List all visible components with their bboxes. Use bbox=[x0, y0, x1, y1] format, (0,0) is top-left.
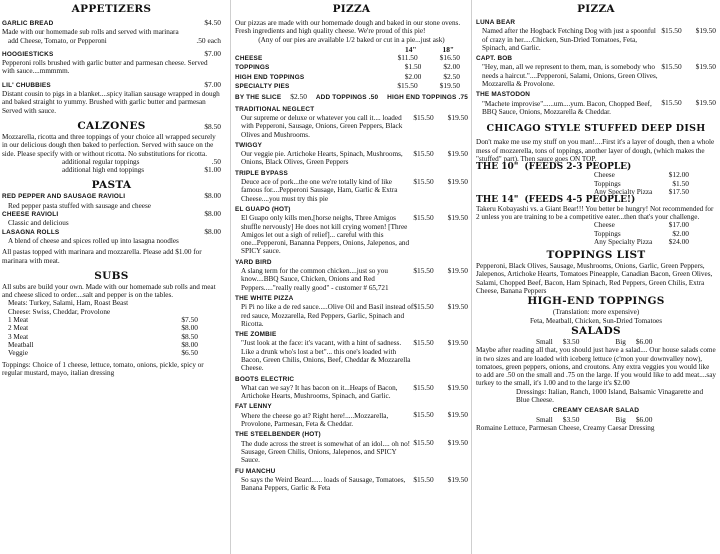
pizza-desc: "Just look at the face: it's vacant, with a hint of sadness. Like a drunk who's lost a bet"... this one's loaded with Bacon, Green Chilis, Onions, Beef, Cheddar & Mozzarella Cheese. bbox=[241, 339, 411, 373]
sub-row-price: $7.50 bbox=[181, 315, 198, 325]
deep-dish-label: Cheese bbox=[594, 171, 615, 180]
garlic-bread-addon-price: .50 each bbox=[196, 35, 221, 45]
sub-row-price: $8.50 bbox=[181, 331, 198, 341]
deep-dish-heading: CHICAGO STYLE STUFFED DEEP DISH bbox=[486, 123, 706, 135]
caesar-sizes: Small $3.50 Big $6.00 bbox=[536, 414, 653, 424]
base-price-name: HIGH END TOPPINGS bbox=[235, 73, 305, 81]
pizza-price-18: $19.50 bbox=[447, 410, 468, 420]
column-right bbox=[472, 0, 720, 554]
sub-row-price: $8.00 bbox=[181, 339, 198, 349]
base-price-name: SPECIALTY PIES bbox=[235, 83, 290, 91]
deep-dish-label: Cheese bbox=[594, 221, 615, 230]
lasagna-item: LASAGNA ROLLS $8.00 bbox=[2, 226, 221, 236]
deep-10-title: THE 10" bbox=[476, 162, 519, 173]
salad-desc: Maybe after reading all that, you should just have a salad.... Our house salads come in two sizes and are loaded with iceberg lettuce (c'mon your downvalley now), tomatoes, green peppers, onions, and croutons. Any extra veggies you would like to add are .50 on the small and .75 on the large. If you would like to add meat....say turkey to the small, it's 1.00 and to the large it's $2.00 bbox=[476, 346, 716, 388]
pizza-price-18: $19.50 bbox=[695, 98, 716, 108]
highend-heading: HIGH-END TOPPINGS bbox=[527, 295, 665, 308]
salad-sizes: Small $3.50 Big $6.00 bbox=[536, 336, 653, 346]
pizza-name: TRIPLE BYPASS bbox=[235, 169, 288, 177]
price-18: $16.50 bbox=[439, 53, 460, 63]
pizza-desc: "Machete improvise"......um....yum. Bacon, Chopped Beef, BBQ Sauce, Onions, Mozzarella & Cheddar. bbox=[482, 99, 652, 116]
pizza-price-14: $15.50 bbox=[661, 98, 682, 108]
pizza-price-18: $19.50 bbox=[447, 212, 468, 222]
sub-row-label: 3 Meat bbox=[8, 332, 29, 341]
sub-row-label: 1 Meat bbox=[8, 316, 29, 325]
pizza-item bbox=[235, 106, 468, 139]
hoagie-desc: Pepperoni rolls brushed with garlic butter and parmesan cheese. Served with sauce....mmmmm. bbox=[2, 59, 208, 76]
column-left: APPETIZERS GARLIC BREAD $4.50 Made with our homemade sub rolls and served with marinara add Cheese, Tomato, or Pepperoni .50 each HOOGIESTICKS $7.00 Pepperoni rolls brushed with garlic butter and parmesan cheese. Served with sauce....mmmmm. LIL' CHUBBIES $7.00 Distant cousin to pigs in a blanket....spicy italian sausage wrapped in dough and baked straight to yummy. Brushed with garlic butter and parmesan Served with sauce. CALZONES $8.50 Mozzarella, ricotta and three toppings of your choice all wrapped securely in our delicious dough then baked to perfection. Served with sauce on the side. Please specify with or without ricotta. No substitutions for ricotta. additional regular toppings .50 additional high end toppings $1.00 PASTA RED PEPPER AND SAUSAGE RAVIOLI $8.00 Red pepper pasta stuffed with sausage and cheese CHEESE RAVIOLI $8.00 Classic and delicious LASAGNA ROLLS $8.00 A blend of cheese and spices rolled up into lasagna noodles All pastas topped with marinara and mozzarella. Please add $1.00 for marinara with meat. SUBS All subs are build your own. Made with our homemade sub rolls and meat and cheese sliced to order....salt and pepper is on the tables. Meats: Turkey, Salami, Ham, Roast Beast Cheese: Swiss, Cheddar, Provolone 1 Meat $7.50 2 Meat $8.00 3 Meat $8.50 Meatball $8.00 Veggie $6.50 Toppings: Choice of 1 cheese, lettuce, tomato, onions, pickle, spicy or regular mustard, mayo, italian dressing bbox=[2, 3, 221, 377]
highend-sub: (Translation: more expensive) bbox=[552, 308, 640, 317]
pasta-heading: PASTA bbox=[91, 179, 132, 192]
calzones-heading: CALZONES bbox=[77, 119, 146, 132]
base-price-table bbox=[235, 54, 468, 91]
pizza-heading-2: PIZZA bbox=[577, 3, 615, 15]
sub-row-label: Veggie bbox=[8, 349, 28, 358]
pizza-price-18: $19.50 bbox=[447, 148, 468, 158]
pizza-price-14: $15.50 bbox=[413, 265, 434, 275]
base-price-row bbox=[235, 73, 468, 82]
price-14: $15.50 bbox=[397, 81, 418, 91]
price-14: $1.50 bbox=[404, 62, 422, 72]
deep-dish-label: Any Specialty Pizza bbox=[594, 188, 653, 197]
pizza-desc: "Hey, man, all we represent to them, man, is somebody who needs a haircut."....Pepperoni, Salami, Onions, Green Olives, Mozzarella & Provolone. bbox=[482, 63, 658, 89]
pizza-desc: So says the Weird Beard...... loads of Sausage, Tomatoes, Banana Peppers, Garlic & Feta bbox=[241, 475, 406, 493]
pizza-name: CAPT. BOB bbox=[476, 55, 513, 63]
pizza-item bbox=[476, 55, 716, 88]
deep-dish-price: $17.00 bbox=[668, 220, 689, 230]
pizza-desc: The dude across the street is somewhat of an idol.... oh no! Sausage, Green Chilis, Onions, Jalepenos, and SPICY Sauce. bbox=[241, 439, 411, 465]
pizza-name: LUNA BEAR bbox=[476, 19, 516, 26]
pizza-price-18: $19.50 bbox=[695, 62, 716, 72]
slice-line: BY THE SLICE $2.50 ADD TOPPINGS .50 HIGH END TOPPINGS .75 bbox=[235, 92, 468, 102]
cheese-ravioli-item: CHEESE RAVIOLI $8.00 bbox=[2, 209, 221, 219]
size-18-label: 18" bbox=[442, 44, 454, 54]
pizza-item bbox=[235, 142, 468, 167]
pizza-name: THE MASTODON bbox=[476, 91, 531, 99]
ravioli-desc: Red pepper pasta stuffed with sausage and cheese bbox=[8, 201, 151, 210]
pizza-item bbox=[235, 468, 468, 493]
price-18: $2.00 bbox=[443, 62, 460, 72]
sub-row bbox=[8, 341, 198, 349]
pizza-desc: Named after the Hogback Fetching Dog with just a spoonful of crazy in her.....Chicken, Sun-Dried Tomatoes, Feta, Spinach, and Garlic. bbox=[482, 27, 656, 52]
pizza-name: THE WHITE PIZZA bbox=[235, 294, 294, 302]
pizza-price-18: $19.50 bbox=[447, 176, 468, 186]
pizza-item bbox=[235, 431, 468, 464]
column-middle bbox=[233, 0, 470, 554]
garlic-bread-addon: add Cheese, Tomato, or Pepperoni bbox=[8, 36, 107, 45]
deep-dish-label: Toppings bbox=[594, 179, 621, 188]
deep-dish-desc: Don't make me use my stuff on you man!....First it's a layer of dough, then a whole mess of mozzerella, tons of toppings, another layer of dough, (which makes the "stuffed" part). Then sauce goes ON TOP. bbox=[476, 138, 715, 163]
base-price-row bbox=[235, 54, 468, 63]
appetizers-heading: APPETIZERS bbox=[71, 3, 152, 15]
calzones-heading-row bbox=[2, 120, 221, 133]
subs-heading: SUBS bbox=[94, 269, 129, 282]
deep-dish-price: $2.00 bbox=[672, 228, 689, 238]
subs-meats: Meats: Turkey, Salami, Ham, Roast Beast bbox=[8, 299, 129, 308]
pizza-desc: El Guapo only kills men,[horse neighs, Three Amigos shuffle nervously] He does not kill crying women! [Three Amigos let out a sigh of relief]... careful with this one...Pepperoni, Bananna Peppers, Onions, Jalepenos, and SPICY sauce. bbox=[241, 214, 410, 256]
sub-row bbox=[8, 324, 198, 332]
pizza-name: TRADITIONAL NEGLECT bbox=[235, 105, 315, 113]
pizza-item bbox=[235, 331, 468, 372]
pizza-name: BOOTS ELECTRIC bbox=[235, 375, 295, 383]
pizza-price-14: $15.50 bbox=[413, 410, 434, 420]
pizza-price-18: $19.50 bbox=[447, 474, 468, 484]
deep-14-desc: Takeru Kobayashi vs. a Giant Bear!!! You better be hungry! Not recommended for 2 unless you are training to be a competitive eater...then that's your challenge. bbox=[476, 204, 714, 221]
calzones-desc: Mozzarella, ricotta and three toppings of your choice all wrapped securely in our delicious dough then baked to perfection. Served with sauce on the side. Please specify with or without ricotta. No substitutions for ricotta. bbox=[2, 132, 216, 158]
toppings-list: Pepperoni, Black Olives, Sausage, Mushrooms, Onions, Garlic, Green Peppers, Jalepenos, Artichoke Hearts, Tomatoes Pineapple, Canadian Bacon, Green Olives, Salami, Chopped Beef, Bacon, Ham Spinach, Red Peppers, Green Chilis, Extra Cheese, Banana Peppers bbox=[476, 262, 713, 296]
pizza-price-14: $15.50 bbox=[413, 301, 434, 311]
pizza-item bbox=[235, 376, 468, 401]
deep-dish-row bbox=[594, 238, 689, 246]
pizza-heading: PIZZA bbox=[332, 3, 371, 15]
price-18: $19.50 bbox=[439, 81, 460, 91]
pizza-price-18: $19.50 bbox=[447, 438, 468, 448]
pizza-item bbox=[235, 170, 468, 203]
cheese-ravioli-desc: Classic and delicious bbox=[8, 219, 69, 228]
deep-14-title: THE 14" bbox=[476, 195, 519, 206]
pizza-price-14: $15.50 bbox=[413, 382, 434, 392]
calzone-regular-toppings: additional regular toppings bbox=[62, 157, 140, 166]
deep-dish-price: $24.00 bbox=[668, 236, 689, 246]
lil-chubbies-desc: Distant cousin to pigs in a blanket....spicy italian sausage wrapped in dough and baked straight to yummy. Brushed with garlic butter and parmesan Served with sauce. bbox=[2, 90, 220, 115]
sub-row-label: Meatball bbox=[8, 340, 34, 349]
pizza-price-18: $19.50 bbox=[447, 112, 468, 122]
deep-dish-price: $12.00 bbox=[668, 170, 689, 180]
pizza-list-2 bbox=[476, 19, 716, 116]
deep-14-prices bbox=[476, 221, 689, 246]
lil-chubbies-item: LIL' CHUBBIES $7.00 bbox=[2, 79, 221, 89]
pizza-price-14: $15.50 bbox=[413, 474, 434, 484]
price-14: $11.50 bbox=[397, 53, 418, 63]
garlic-bread-item: GARLIC BREAD $4.50 bbox=[2, 18, 221, 27]
pizza-list bbox=[235, 106, 468, 493]
pizza-item bbox=[476, 19, 716, 52]
deep-dish-label: Any Specialty Pizza bbox=[594, 237, 653, 246]
sub-price-list bbox=[2, 316, 198, 357]
sub-row-label: 2 Meat bbox=[8, 324, 29, 333]
pizza-price-14: $15.50 bbox=[413, 338, 434, 348]
highend-list: Feta, Meatball, Chicken, Sun-Dried Tomatoes bbox=[529, 316, 663, 325]
pizza-name: FAT LENNY bbox=[235, 403, 272, 411]
pizza-intro: Our pizzas are made with our homemade dough and baked in our stone ovens. Fresh ingredients and high quality cheese. We're proud of this pie! bbox=[235, 19, 461, 36]
pizza-price-18: $19.50 bbox=[447, 338, 468, 348]
pizza-name: THE STEELBENDER (HOT) bbox=[235, 431, 321, 439]
pizza-price-14: $15.50 bbox=[413, 212, 434, 222]
subs-desc: All subs are build your own. Made with our homemade sub rolls and meat and cheese sliced to order....salt and pepper is on the tables. bbox=[2, 282, 216, 300]
pizza-item bbox=[235, 259, 468, 292]
pizza-desc: What can we say? It has bacon on it...Heaps of Bacon, Artichoke Hearts, Mushrooms, Spinach, and Garlic. bbox=[241, 383, 398, 401]
pizza-item bbox=[476, 91, 716, 116]
size-14-label: 14" bbox=[405, 44, 417, 54]
caesar-heading: CREAMY CEASAR SALAD bbox=[552, 407, 640, 415]
pizza-name: FU MANCHU bbox=[235, 467, 276, 475]
subs-cheese: Cheese: Swiss, Cheddar, Provolone bbox=[8, 307, 111, 316]
pizza-price-14: $15.50 bbox=[661, 62, 682, 72]
pizza-price-14: $15.50 bbox=[413, 176, 434, 186]
pizza-intro-2: (Any of our pies are available 1/2 baked or cut in a pie...just ask) bbox=[258, 35, 445, 44]
pizza-price-14: $15.50 bbox=[413, 148, 434, 158]
hoagie-item: HOOGIESTICKS $7.00 bbox=[2, 48, 221, 58]
pizza-price-18: $19.50 bbox=[447, 265, 468, 275]
sub-row bbox=[8, 316, 198, 324]
price-14: $2.00 bbox=[404, 71, 422, 81]
deep-dish-price: $1.50 bbox=[672, 178, 689, 188]
pizza-desc: Our supreme or deluxe or whatever you call it.... loaded with Pepperoni, Sausage, Onions, Green Peppers, Black Olives and Mushrooms. bbox=[241, 113, 403, 139]
sub-row bbox=[8, 333, 198, 341]
pizza-price-18: $19.50 bbox=[695, 26, 716, 35]
pizza-name: TWIGGY bbox=[235, 141, 263, 149]
calzones-price: $8.50 bbox=[204, 121, 221, 131]
deep-dish-label: Toppings bbox=[594, 229, 621, 238]
calzone-high-toppings: additional high end toppings bbox=[62, 166, 145, 175]
pizza-price-14: $15.50 bbox=[413, 112, 434, 122]
pizza-price-18: $19.50 bbox=[447, 382, 468, 392]
sub-row-price: $8.00 bbox=[181, 323, 198, 333]
sub-row bbox=[8, 349, 198, 357]
pizza-item bbox=[235, 295, 468, 328]
pasta-note: All pastas topped with marinara and mozzarella. Please add $1.00 for marinara with meat. bbox=[2, 248, 202, 265]
salads-heading: SALADS bbox=[571, 324, 621, 337]
pizza-desc: Where the cheese go at? Right here!.....Mozzarella, Provolone, Parmesan, Feta & Cheddar. bbox=[241, 411, 389, 429]
deep-dish-price: $17.50 bbox=[668, 187, 689, 197]
base-price-name: TOPPINGS bbox=[235, 64, 270, 72]
caesar-desc: Romaine Lettuce, Parmesan Cheese, Creamy Caesar Dressing bbox=[476, 423, 655, 432]
sub-row-price: $6.50 bbox=[181, 348, 198, 358]
pizza-desc: Our veggie pie. Artichoke Hearts, Spinach, Mushrooms, Onions, Black Olives, Green Peppers bbox=[241, 150, 403, 167]
pizza-name: EL GUAPO (HOT) bbox=[235, 205, 291, 213]
pizza-name: YARD BIRD bbox=[235, 258, 272, 266]
pizza-item bbox=[235, 403, 468, 428]
pizza-price-18: $19.50 bbox=[447, 301, 468, 311]
pizza-desc: Deuce ace of pork...the one we're totally kind of like famous for....Pepperoni Sausage, Ham, Garlic & Extra Cheese....you must try this pie bbox=[241, 178, 398, 203]
pizza-desc: A slang term for the common chicken....just so you know....BBQ Sauce, Chicken, Onions and Red Peppers....."really really good" - customer # 65,721 bbox=[241, 267, 389, 292]
deep-14-feeds: (FEEDS 4-5 PEOPLE!) bbox=[524, 195, 636, 206]
base-price-row bbox=[235, 63, 468, 72]
ravioli-item: RED PEPPER AND SAUSAGE RAVIOLI $8.00 bbox=[2, 191, 221, 201]
pizza-name: THE ZOMBIE bbox=[235, 331, 277, 339]
pizza-desc: Pi Pi no like a de red sauce.....Olive Oil and Basil instead of red sauce, Mozzarella, Red Peppers, Garlic, Spinach and Ricotta. bbox=[241, 303, 414, 328]
pizza-price-14: $15.50 bbox=[413, 438, 434, 448]
garlic-bread-desc: Made with our homemade sub rolls and served with marinara bbox=[2, 28, 179, 37]
base-price-row bbox=[235, 82, 468, 91]
deep-10-prices bbox=[476, 171, 689, 196]
pizza-item bbox=[235, 206, 468, 256]
price-18: $2.50 bbox=[443, 71, 460, 81]
toppings-heading: TOPPINGS LIST bbox=[546, 249, 646, 262]
base-price-name: CHEESE bbox=[235, 55, 263, 63]
deep-10-feeds: (FEEDS 2-3 PEOPLE) bbox=[524, 162, 632, 173]
lasagna-desc: A blend of cheese and spices rolled up into lasagna noodles bbox=[8, 236, 179, 245]
pizza-price-14: $15.50 bbox=[661, 26, 682, 35]
salad-dressings: Dressings: Italian, Ranch, 1000 Island, Balsamic Vinagarette and Blue Cheese. bbox=[516, 387, 704, 404]
subs-toppings-note: Toppings: Choice of 1 cheese, lettuce, tomato, onions, pickle, spicy or regular mustard, mayo, italian dressing bbox=[2, 360, 204, 377]
